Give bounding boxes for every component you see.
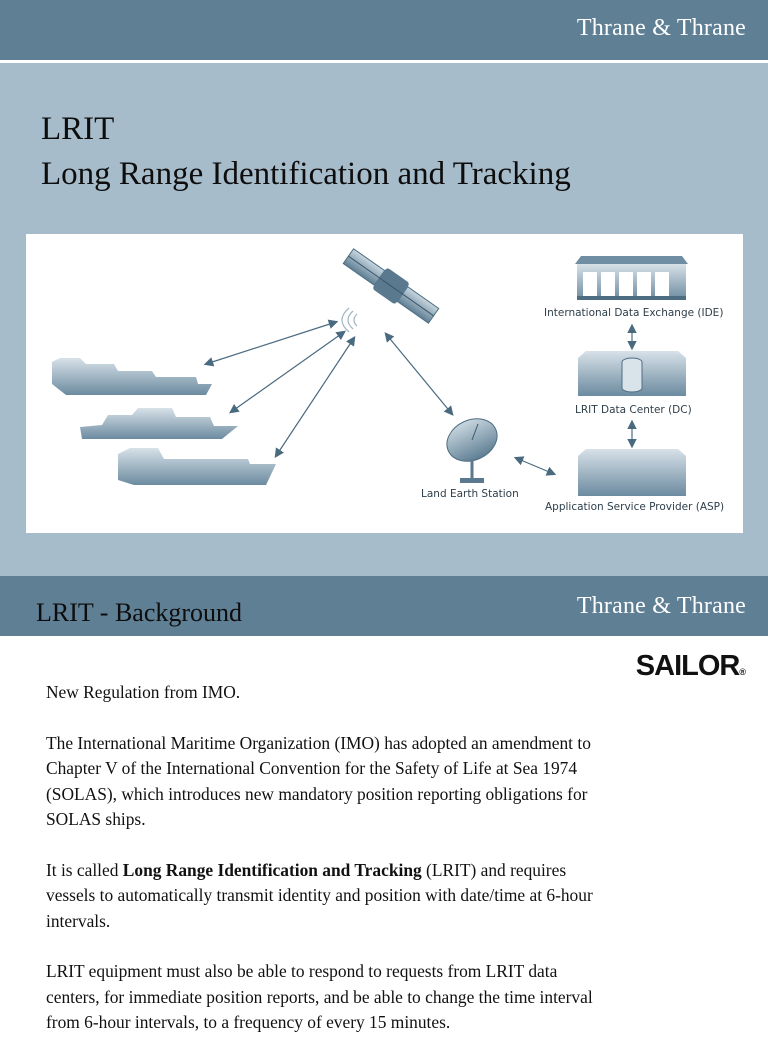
paragraph: New Regulation from IMO.	[46, 682, 241, 702]
ide-label: International Data Exchange (IDE)	[544, 307, 724, 319]
top-bar	[0, 0, 768, 60]
sailor-logo	[636, 650, 746, 683]
slide-title-line2: Long Range Identification and Tracking	[41, 156, 571, 192]
ship-icon	[80, 408, 238, 439]
lrit-diagram-svg	[26, 234, 743, 533]
paragraph	[46, 858, 606, 935]
slide-header-bar	[0, 576, 768, 636]
divider	[0, 60, 768, 63]
ship-icon	[52, 358, 212, 395]
land-earth-station-label: Land Earth Station	[421, 488, 519, 500]
link-arrows	[206, 322, 632, 474]
paragraph-text: It is called	[46, 859, 123, 880]
paragraph: The International Maritime Organization (IMO) has adopted an amendment to Chapter V of the International Convention for the Safety of Life at Sea 1974 (SOLAS), which introduces new mandatory position reporting obligations for SOLAS ships.	[46, 732, 591, 829]
satellite-icon	[341, 246, 441, 332]
paragraph: LRIT equipment must also be able to respond to requests from LRIT data centers, for immediate position reports, and be able to change the time interval from 6-hour intervals, to a frequency of every 15 minutes.	[46, 961, 593, 1032]
asp-label: Application Service Provider (ASP)	[545, 501, 725, 513]
brand-logo: Thrane & Thrane	[576, 593, 746, 619]
sailor-logo-text: SAILOR	[635, 650, 740, 682]
asp-server-icon	[578, 449, 686, 496]
brand-logo: Thrane & Thrane	[576, 15, 746, 41]
body-text	[46, 680, 606, 1061]
ship-icon	[118, 448, 276, 485]
paragraph-bold-text: Long Range Identification and Tracking	[122, 859, 422, 880]
paragraph-text: (LRIT) and requires vessels to automatically transmit identity and position with date/time at 6-hour intervals.	[46, 859, 593, 931]
ide-building-icon	[575, 256, 688, 300]
data-center-icon	[578, 351, 686, 396]
lrit-diagram	[26, 234, 743, 533]
data-center-label: LRIT Data Center (DC)	[575, 404, 692, 416]
slide-lrit-background	[0, 576, 768, 1032]
slide-title: LRIT - Background	[36, 598, 243, 627]
slide-title-line1: LRIT	[41, 111, 115, 147]
sailor-registered-mark: ®	[739, 667, 746, 677]
land-earth-station-icon	[440, 411, 504, 483]
